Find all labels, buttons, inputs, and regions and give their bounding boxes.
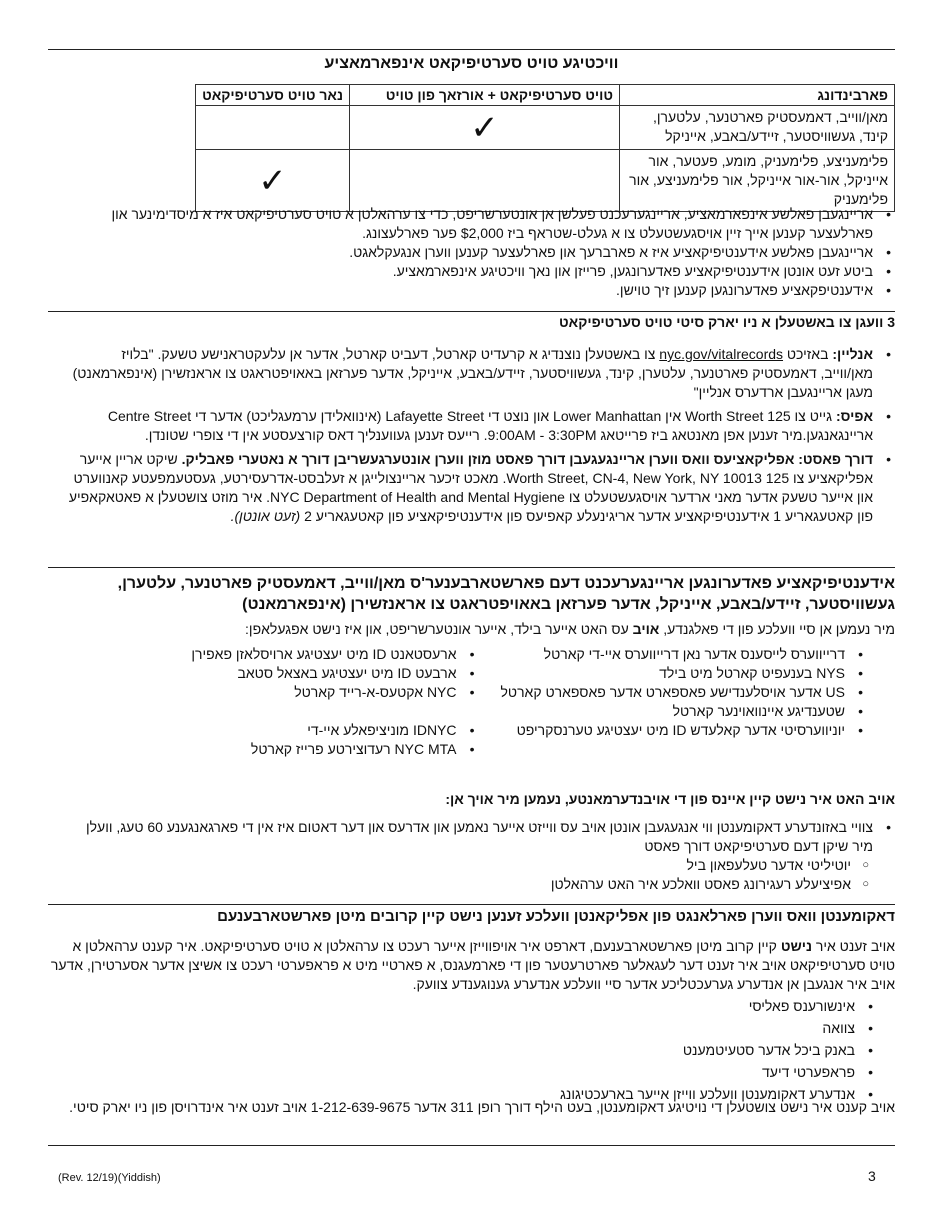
id-item: • NYS בענעפיט קארטל מיט בילד [497, 664, 846, 683]
mail-text: שיקט אריין אייער אפליקאציע צו 125 Worth Street, CN-4, New York, NY 10013. מאכט זיכער אריינצולייגן א זעלבסט-אדרעסירטע, געסטעמפעטע קאנווערט און אייער טשעק אדער מאני ארדער אויסגעשטעלט צו NYC Department of Health and Mental Hygiene. איר מוזט צושטעלן א פאטאקאפיע פון קאטעגאריע 1 אידענטיפיקאציע אדער אריגינעלע קאפיעס פון אידענטיפיקאציע פון קאטעגאריע 2 [68, 451, 873, 524]
relation-cell: פלימעניצע, פלימעניק, מומע, פעטער, אור אייניקל, אור-אור אייניקל, אור פלימעניצע, אור פלימעניק [620, 150, 895, 212]
id-item: • שטענדיגע איינוואוינער קארטל [497, 702, 846, 721]
checkmark-icon: ✓ [196, 150, 350, 212]
rule-section-ways [48, 311, 895, 312]
table-row [196, 106, 895, 150]
bottom-rule [48, 1145, 895, 1146]
notes-list [68, 205, 895, 300]
online-item [68, 345, 873, 402]
doc-item: • באנק ביכל אדער סטעיטמענט [48, 1041, 855, 1060]
missing-text: צוויי באזונדערע דאקומענטן ווי אנגעגעבן אונטן אויב עס ווייזט אייער נאמען און אדרעס און דער דאטום איז אין די פארגאנגענע 60 טעג, וועלן מיר שיקן דעם סערטיפיקאט דורך פאסט [86, 819, 873, 854]
docs-bold: נישט [780, 938, 812, 954]
page-number: 3 [868, 1168, 876, 1184]
note-item: • אידענטיפקאציע פאדערונגען קענען זיך טוישן. [68, 281, 873, 300]
office-label: אפיס: [835, 408, 873, 424]
header-with-cause: טויט סערטיפיקאט + אורזאך פון טויט [350, 85, 620, 106]
docs-list [48, 997, 895, 1104]
relation-cell: מאן/ווייב, דאמעסטיק פארטנער, עלטערן, קינד, געשוויסטער, זיידע/באבע, אייניקל [620, 106, 895, 150]
id-columns [108, 645, 895, 759]
id-missing-title: אויב האט איר נישט קיין איינס פון די אויבנדערמאנטע, נעמען מיר אויך אן: [445, 791, 895, 807]
note-item: • אריינגעבן פאלשע אינפארמאציע, אריינגערעכנט פעלשן אן אונטערשריפט, כדי צו ערהאלטן א טויט סערטיפיקאט איז א מיסדימינער און פארלעצער קענען אייך זיין אויסגעשטעלט צו א געלט-שטראף ביז $2,000 פער פארלעצונג. [68, 205, 873, 243]
ways-list [68, 345, 895, 526]
id-intro-pre: מיר נעמען אן סיי וועלכע פון די פאלגנדע, [663, 621, 895, 637]
online-text: צו באשטעלן נוצנדיג א קרעדיט קארטל, דעביט קארטל, אדער אן עלעקטראנישע טשעק. "בלויז מאן/ווייב, דאמעסטיק פארטנער, עלטערן, קינד, געשוויסטער, זיידע/באבע, אייניקל, אדער פערזאן באאויפטראגט צו אראנזשירן (אינפארמאנט) מעגן אריינגעבן ארדערס אנליין" [72, 346, 873, 400]
id-list-left [108, 645, 497, 759]
section-docs-title: דאקומענטן וואס ווערן פארלאנגט פון אפליקאנטן וועלכע זענען נישט קיין קרובים מיטן פארשטארבענעם [217, 908, 895, 925]
docs-post: קיין קרוב מיטן פארשטארבענעם, דארפט איר אויפווייזן אייער רעכט צו ערהאלטן א טויט סערטיפיקאט. איר קענט ערהאלטן א טויט סערטיפיקאט אויב איר זענט דער לעגאלער פארטרעטער פון די פארמעגנס, א פארטיי מיט א פראפערטי רעכט צו אשיצן אדער אסערטירן, אדער אויב איר אנגעבן אן אנדערע גערעכטליכע אדער סיי וועלכע אנדערע גענוגענדע צוועק. [50, 938, 895, 992]
mail-italic: (זעט אונטן). [230, 508, 301, 524]
sub-item: ○ יוטיליטי אדער טעלעפאון ביל [68, 856, 851, 875]
mail-item [68, 450, 873, 526]
header-relation: פארבינדונג [620, 85, 895, 106]
id-item: • NYC MTA רעדוצירטע פרייז קארטל [108, 740, 457, 759]
doc-item: • אנדערע דאקומענטן וועלכע ווייזן אייער בארעכטיגונג [48, 1085, 855, 1104]
docs-paragraph [48, 937, 895, 994]
empty-cell [350, 150, 620, 212]
header-only: נאר טויט סערטיפיקאט [196, 85, 350, 106]
docs-closing: אויב קענט איר נישט צושטעלן די נויטיגע דאקומענטן, בעט הילף דורך רופן 311 אדער 1-212-639-9675 אויב זענט איר אינדרויסן פון ניו יארק סיטי. [69, 1099, 895, 1115]
id-item: • ארבעט ID מיט יעצטיגע באצאל סטאב [108, 664, 457, 683]
section-ways-title: 3 וועגן צו באשטעלן א ניו יארק סיטי טויט סערטיפיקאט [559, 314, 895, 330]
id-intro [48, 620, 895, 639]
docs-pre: אויב זענט איר [815, 938, 895, 954]
id-item: • US אדער אויסלענדישע פאספארט אדער פאספארט קארטל [497, 683, 846, 702]
table-row [196, 150, 895, 212]
doc-item: • אינשורענס פאליסי [48, 997, 855, 1016]
id-intro-bold: אויב [632, 621, 660, 637]
online-pre: באזיכט [786, 346, 829, 362]
checkmark-icon: ✓ [350, 106, 620, 150]
office-item [68, 407, 873, 445]
office-text: גייט צו 125 Worth Street אין Lower Manhattan און נוצט די Lafayette Street (אינוואלידן ערמעגליכט) אדער די Centre Street אריינגאנגען.מיר זענען אפן מאנטאג ביז פרייטאג 9:00AM - 3:30PM. רייעס זענען געווענליך דאס קורצעסטע אין די צופרי שטונדן. [107, 408, 873, 443]
certificate-table [195, 84, 895, 212]
section-id-title: אידענטיפיקאציע פאדערונגען אריינגערעכנט דעם פארשטארבענער'ס מאן/ווייב, דאמעסטיק פארטנער, עלטערן, געשוויסטער, זיידע/באבע, אייניקל, אדער פערזאן באאויפטראגט צו אראנזשירן (אינפארמאנט) [117, 575, 895, 613]
top-rule [48, 49, 895, 50]
id-missing-list [68, 818, 895, 894]
page-title: וויכטיגע טויט סערטיפיקאט אינפארמאציע [324, 55, 619, 72]
online-label: אנליין: [832, 346, 873, 362]
rule-section-id [48, 567, 895, 568]
missing-item [68, 818, 873, 894]
doc-item: • פראפערטי דיעד [48, 1063, 855, 1082]
sub-item: ○ אפיציעלע רעגירונג פאסט וואלכע איר האט ערהאלטן [68, 875, 851, 894]
vitalrecords-link[interactable]: nyc.gov/vitalrecords [659, 346, 784, 362]
id-intro-post: עס האט אייער בילד, אייער אונטערשריפט, און איז נישט אפגעלאפן: [245, 621, 629, 637]
missing-sub-list [68, 856, 873, 894]
revision-label: (Rev. 12/19)(Yiddish) [58, 1172, 161, 1184]
id-item: • דרייווערס לייסענס אדער נאן דרייווערס איי-די קארטל [497, 645, 846, 664]
mail-label: דורך פאסט: אפליקאציעס וואס ווערן אריינגעגעבן דורך פאסט מוזן ווערן אונטערגעשריבן דורך א נאטערי פאבליק. [181, 451, 873, 467]
rule-section-docs [48, 904, 895, 905]
id-item: • NYC אקטעס-א-רייד קארטל [108, 683, 457, 702]
empty-cell [196, 106, 350, 150]
id-item: • IDNYC מוניציפאלע איי-די [108, 721, 457, 740]
id-list-right [497, 645, 896, 759]
note-item: • אריינגעבן פאלשע אידענטיפיקאציע איז א פארברעך און פארלעצער קענען ווערן אנגעקלאגט. [68, 243, 873, 262]
id-item: • יוניווערסיטי אדער קאלעדש ID מיט יעצטיגע טערנסקריפט [497, 721, 846, 740]
doc-item: • צוואה [48, 1019, 855, 1038]
table-header-row [196, 85, 895, 106]
note-item: • ביטע זעט אונטן אידענטיפיקאציע פאדערונגען, פרייזן און נאך וויכטיגע אינפארמאציע. [68, 262, 873, 281]
id-item: • ארעסטאנט ID מיט יעצטיגע ארויסלאזן פאפירן [108, 645, 457, 664]
